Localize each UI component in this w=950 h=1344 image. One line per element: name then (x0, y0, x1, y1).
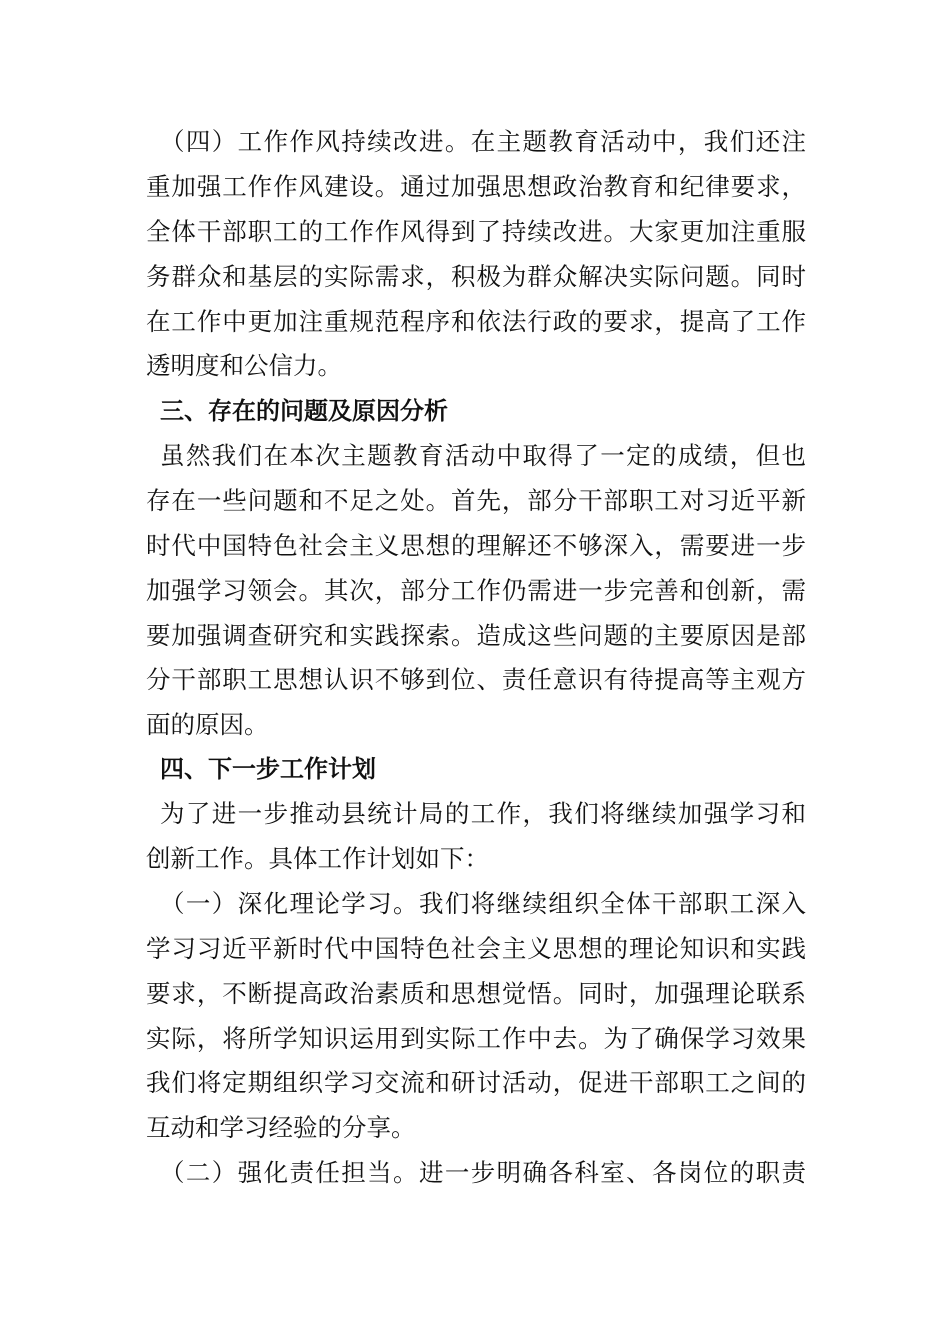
paragraph-line: 加强学习领会。其次，部分工作仍需进一步完善和创新，需 (146, 576, 806, 605)
paragraph-line: 学习习近平新时代中国特色社会主义思想的理论知识和实践 (146, 934, 806, 963)
section-heading-problems: 三、存在的问题及原因分析 (160, 397, 448, 425)
paragraph-line: 分干部职工思想认识不够到位、责任意识有待提高等主观方 (146, 665, 806, 694)
paragraph-line: 实际，将所学知识运用到实际工作中去。为了确保学习效果 (146, 1024, 806, 1053)
paragraph-line: 时代中国特色社会主义思想的理解还不够深入，需要进一步 (146, 531, 806, 560)
paragraph-line: 要加强调查研究和实践探索。造成这些问题的主要原因是部 (146, 621, 806, 650)
paragraph-line: 我们将定期组织学习交流和研讨活动，促进干部职工之间的 (146, 1068, 806, 1097)
paragraph-line: 为了进一步推动县统计局的工作，我们将继续加强学习和 (160, 799, 806, 828)
paragraph-line: （二）强化责任担当。进一步明确各科室、各岗位的职责 (160, 1158, 806, 1187)
paragraph-line: 虽然我们在本次主题教育活动中取得了一定的成绩，但也 (160, 441, 806, 470)
paragraph-line: 互动和学习经验的分享。 (146, 1113, 416, 1142)
paragraph-line: 要求，不断提高政治素质和思想觉悟。同时，加强理论联系 (146, 979, 806, 1008)
paragraph-line: 透明度和公信力。 (146, 351, 342, 380)
paragraph-line: 全体干部职工的工作作风得到了持续改进。大家更加注重服 (146, 217, 806, 246)
paragraph-line: 重加强工作作风建设。通过加强思想政治教育和纪律要求， (146, 172, 806, 201)
paragraph-line: （一）深化理论学习。我们将继续组织全体干部职工深入 (160, 889, 806, 918)
paragraph-line: 存在一些问题和不足之处。首先，部分干部职工对习近平新 (146, 486, 806, 515)
paragraph-line: 创新工作。具体工作计划如下： (146, 844, 489, 873)
paragraph-line: 务群众和基层的实际需求，积极为群众解决实际问题。同时 (146, 262, 806, 291)
paragraph-line: 面的原因。 (146, 710, 269, 739)
paragraph-line: （四）工作作风持续改进。在主题教育活动中，我们还注 (160, 127, 806, 156)
paragraph-line: 在工作中更加注重规范程序和依法行政的要求，提高了工作 (146, 307, 806, 336)
section-heading-plan: 四、下一步工作计划 (160, 755, 376, 783)
